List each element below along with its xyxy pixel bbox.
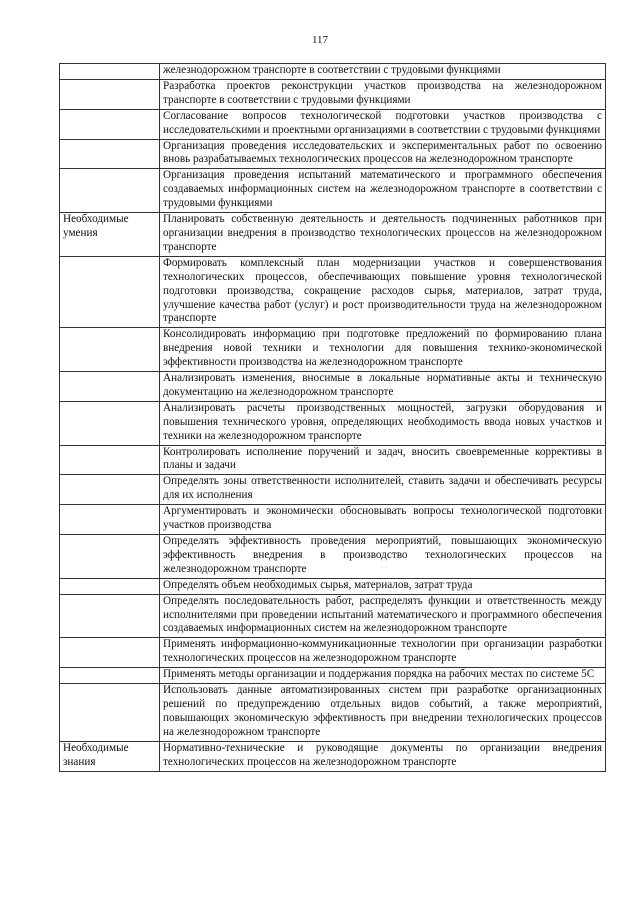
section-label-continuation <box>60 328 160 372</box>
requirement-cell: Использовать данные автоматизированных систем при разработке организационных решений по предупреждению отдельных видов событий, а также мероприятий, повышающих экономическую эффективность при внедрении технологических процессов на железнодорожном транспорте <box>160 684 606 742</box>
table-row <box>60 445 606 475</box>
section-label-continuation <box>60 445 160 475</box>
requirement-cell: Организация проведения испытаний математического и программного обеспечения создаваемых информационных систем на железнодорожном транспорте в соответствии с трудовыми функциями <box>160 169 606 213</box>
requirement-cell: Нормативно-технические и руководящие документы по организации внедрения технологических процессов на железнодорожном транспорте <box>160 741 606 771</box>
section-label-continuation <box>60 578 160 594</box>
page-number: 117 <box>311 34 329 46</box>
table-row <box>60 64 606 80</box>
section-label-continuation <box>60 535 160 579</box>
table-row <box>60 578 606 594</box>
requirements-table <box>59 63 606 772</box>
section-label-continuation <box>60 109 160 139</box>
table-row <box>60 372 606 402</box>
table-row <box>60 139 606 169</box>
table-row <box>60 256 606 328</box>
section-label: Необходимые умения <box>60 213 160 257</box>
section-label-continuation <box>60 668 160 684</box>
table-row <box>60 684 606 742</box>
table-row <box>60 401 606 445</box>
table-row <box>60 505 606 535</box>
requirement-cell: Определять эффективность проведения мероприятий, повышающих экономическую эффективность внедрения в производство технологических процессов на железнодорожном транспорте <box>160 535 606 579</box>
requirement-cell: Определять зоны ответственности исполнителей, ставить задачи и обеспечивать ресурсы для их исполнения <box>160 475 606 505</box>
requirement-cell: Согласование вопросов технологической подготовки участков производства с исследовательскими и проектными организациями в соответствии с трудовыми функциями <box>160 109 606 139</box>
requirement-cell: Аргументировать и экономически обосновывать вопросы технологической подготовки участков производства <box>160 505 606 535</box>
requirements-table-body <box>60 64 606 772</box>
table-row <box>60 213 606 257</box>
section-label: Необходимые знания <box>60 741 160 771</box>
requirement-cell: Контролировать исполнение поручений и задач, вносить своевременные коррективы в планы и задачи <box>160 445 606 475</box>
table-row <box>60 79 606 109</box>
requirement-cell: Организация проведения исследовательских и экспериментальных работ по освоению вновь разрабатываемых технологических процессов на железнодорожном транспорте <box>160 139 606 169</box>
section-label-continuation <box>60 169 160 213</box>
section-label-continuation <box>60 139 160 169</box>
section-label-continuation <box>60 79 160 109</box>
section-label-continuation <box>60 684 160 742</box>
requirement-cell: Применять методы организации и поддержания порядка на рабочих местах по системе 5С <box>160 668 606 684</box>
section-label-continuation <box>60 475 160 505</box>
table-row <box>60 741 606 771</box>
table-row <box>60 535 606 579</box>
section-label-continuation <box>60 256 160 328</box>
table-row <box>60 475 606 505</box>
section-label-continuation <box>60 372 160 402</box>
requirement-cell: Анализировать расчеты производственных мощностей, загрузки оборудования и повышения технического уровня, определяющих необходимость ввода новых участков и техники на железнодорожном транспорте <box>160 401 606 445</box>
requirement-cell: Планировать собственную деятельность и деятельность подчиненных работников при организации внедрения в производство технологических процессов на железнодорожном транспорте <box>160 213 606 257</box>
section-label <box>60 64 160 80</box>
requirement-cell: Применять информационно-коммуникационные технологии при организации разработки технологических процессов на железнодорожном транспорте <box>160 638 606 668</box>
requirement-cell: Определять объем необходимых сырья, материалов, затрат труда <box>160 578 606 594</box>
table-row <box>60 638 606 668</box>
section-label-continuation <box>60 594 160 638</box>
requirement-cell: железнодорожном транспорте в соответствии с трудовыми функциями <box>160 64 606 80</box>
requirement-cell: Формировать комплексный план модернизации участков и совершенствования технологических процессов, обеспечивающих повышение уровня технологической подготовки производства, сокращение расходов сырья, материалов, затрат труда, улучшение качества работ (услуг) и рост производительности труда на железнодорожном транспорте <box>160 256 606 328</box>
requirement-cell: Анализировать изменения, вносимые в локальные нормативные акты и техническую документацию на железнодорожном транспорте <box>160 372 606 402</box>
section-label-continuation <box>60 638 160 668</box>
table-row <box>60 668 606 684</box>
table-row <box>60 594 606 638</box>
requirement-cell: Определять последовательность работ, распределять функции и ответственность между исполнителями при проведении испытаний математического и программного обеспечения создаваемых информационных систем на железнодорожном транспорте <box>160 594 606 638</box>
section-label-continuation <box>60 505 160 535</box>
table-row <box>60 169 606 213</box>
table-row <box>60 109 606 139</box>
requirement-cell: Разработка проектов реконструкции участков производства на железнодорожном транспорте в соответствии с трудовыми функциями <box>160 79 606 109</box>
requirement-cell: Консолидировать информацию при подготовке предложений по формированию плана внедрения новой техники и технологии для повышения технико-экономической эффективности производства на железнодорожном транспорте <box>160 328 606 372</box>
table-row <box>60 328 606 372</box>
section-label-continuation <box>60 401 160 445</box>
